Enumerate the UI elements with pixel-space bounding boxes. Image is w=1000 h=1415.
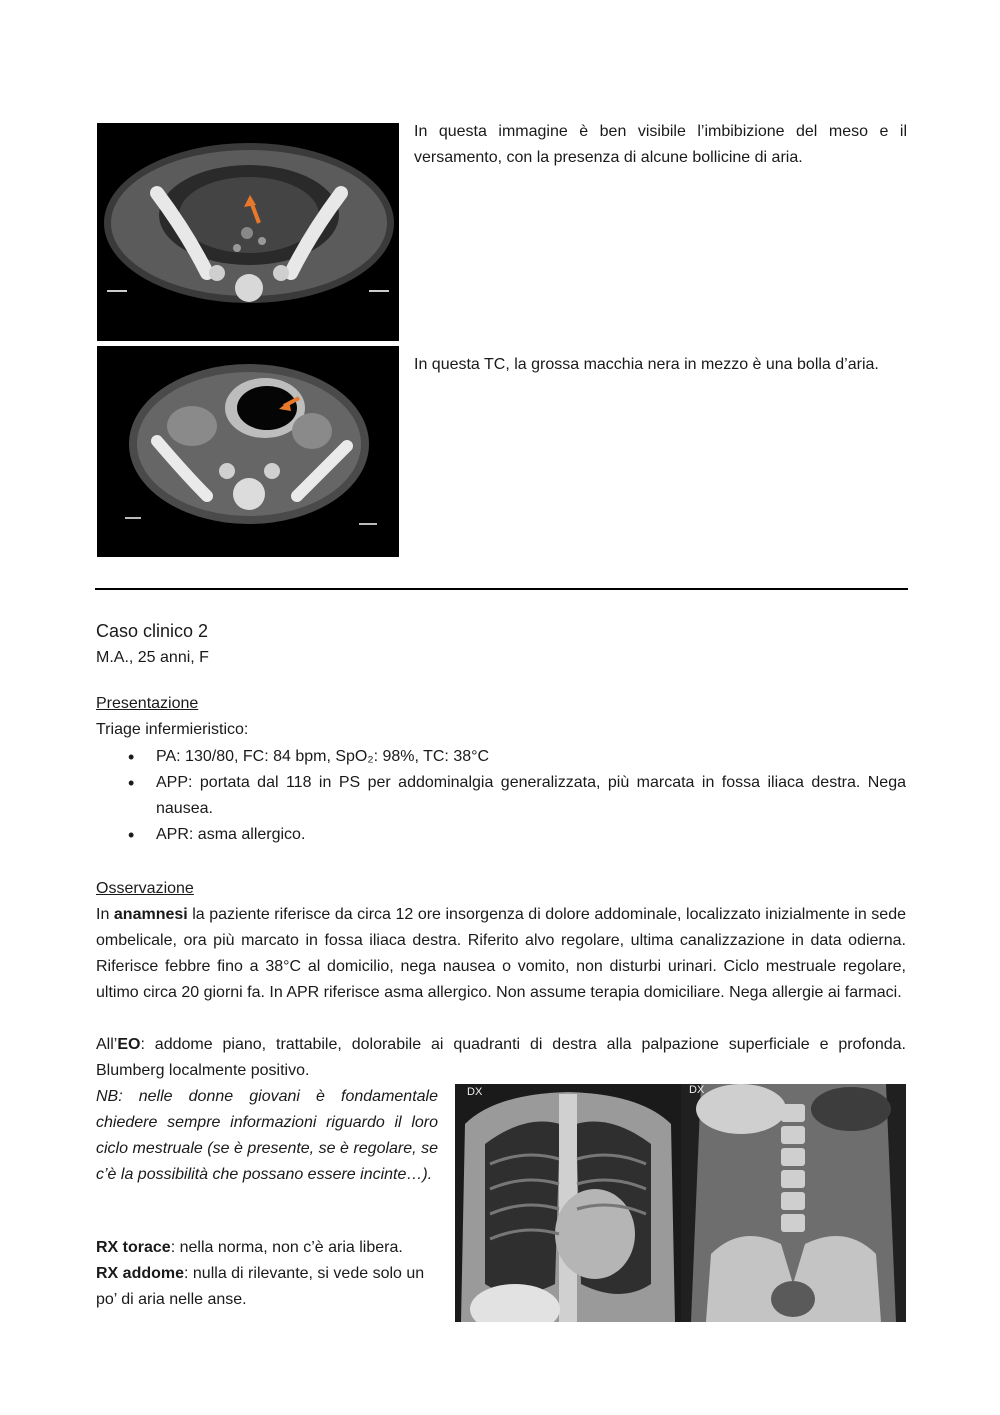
anamnesis-paragraph: In anamnesi la paziente riferisce da circa 12 ore insorgenza di dolore addominale, localizzato inizialmente in sede ombelicale, ora più marcato in fossa iliaca destra. Riferito alvo regolare, ultima canalizzazione in data odierna. Riferisce febbre fino a 38°C al domicilio, nega nausea o vomito, non disturbi urinari. Ciclo mestruale regolare, ultimo circa 20 giorni fa. In APR riferisce asma allergico. Non assume terapia domiciliare. Nega allergie ai farmaci. <box>96 906 906 1001</box>
ct-pelvis-drawing <box>97 123 399 341</box>
xray-abdomen-image <box>681 1084 906 1322</box>
eo-paragraph: All’EO: addome piano, trattabile, dolorabile ai quadranti di destra alla palpazione superficiale e profonda. Blumberg localmente positivo. <box>96 1036 906 1079</box>
observation-heading: Osservazione <box>96 880 194 897</box>
ct-abdomen-drawing <box>97 346 399 557</box>
xray-chest-drawing <box>455 1084 681 1322</box>
xray-left-label: DX <box>467 1086 483 1098</box>
ct-image-pelvis <box>97 123 399 341</box>
ct-image-abdomen <box>97 346 399 557</box>
presentation-heading: Presentazione <box>96 695 199 712</box>
rx-chest-line: RX torace: nella norma, non c’è aria libera. <box>96 1239 403 1256</box>
xray-abdomen-drawing <box>681 1084 906 1322</box>
list-item: • PA: 130/80, FC: 84 bpm, SpO₂: 98%, TC: 38°C <box>96 744 906 770</box>
figure1-caption: In questa immagine è ben visibile l’imbibizione del meso e il versamento, con la presenza di alcune bollicine di aria. <box>414 123 907 166</box>
case-title: Caso clinico 2 <box>96 621 209 641</box>
list-item: • APR: asma allergico. <box>96 822 906 848</box>
triage-list <box>96 744 906 848</box>
list-item: • APP: portata dal 118 in PS per addominalgia generalizzata, più marcata in fossa iliaca destra. Nega nausea. <box>96 770 906 822</box>
clinical-note: NB: nelle donne giovani è fondamentale chiedere sempre informazioni riguardo il loro ciclo mestruale (se è presente, se è regolare, se c’è la possibilità che possano essere incinte…). <box>96 1088 438 1183</box>
figure2-caption: In questa TC, la grossa macchia nera in mezzo è una bolla d’aria. <box>414 356 879 373</box>
section-divider <box>95 588 908 590</box>
patient-info: M.A., 25 anni, F <box>96 649 209 666</box>
triage-label: Triage infermieristico: <box>96 721 249 738</box>
xray-chest-image <box>455 1084 681 1322</box>
xray-right-label: DX <box>689 1084 705 1096</box>
rx-abdomen-line: RX addome: nulla di rilevante, si vede solo un po’ di aria nelle anse. <box>96 1265 425 1308</box>
